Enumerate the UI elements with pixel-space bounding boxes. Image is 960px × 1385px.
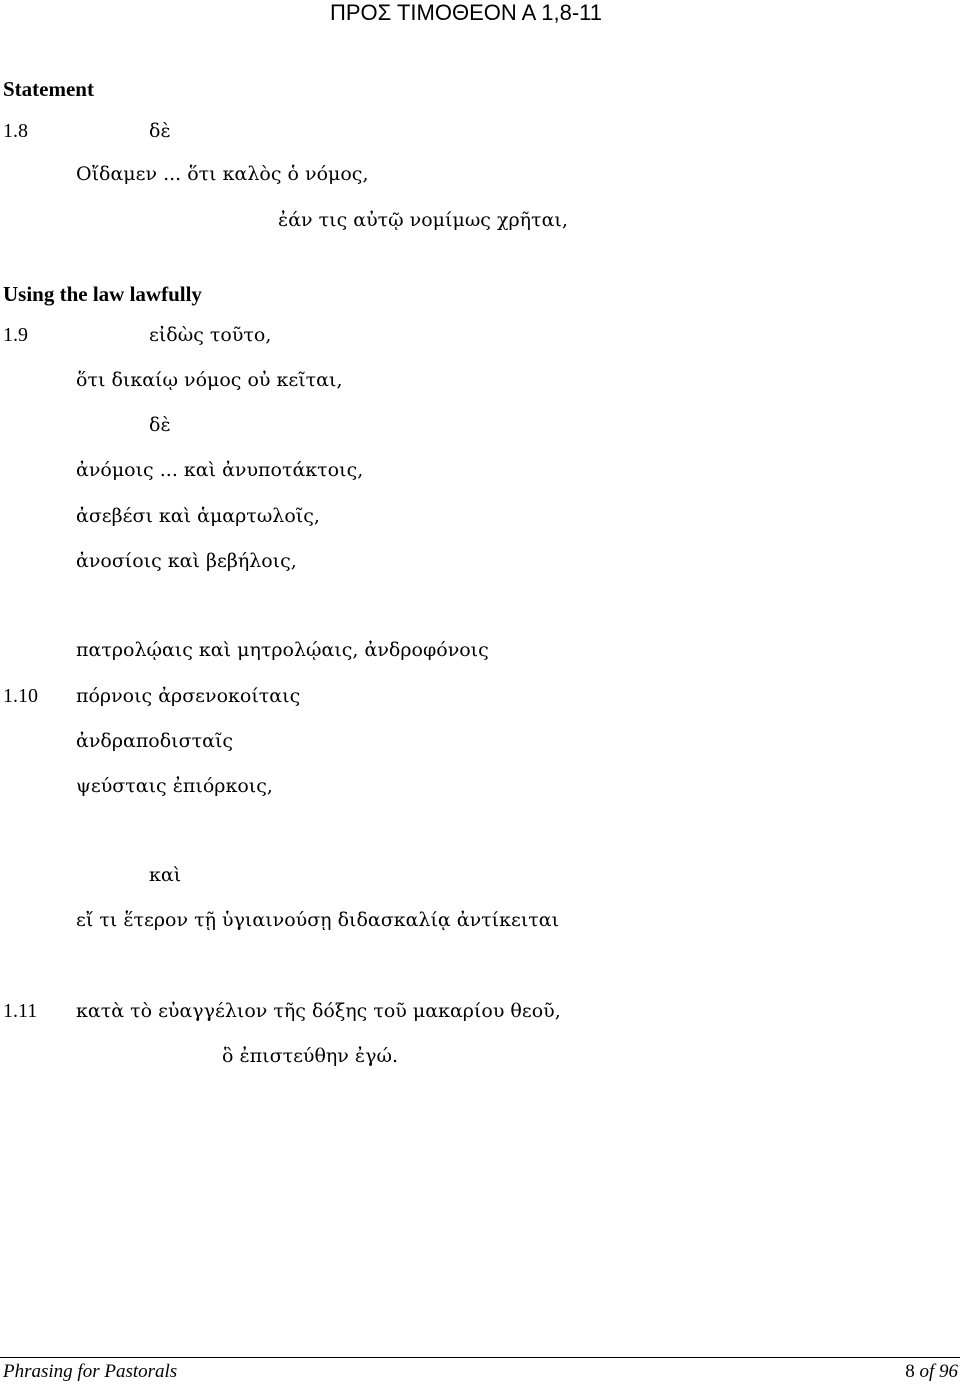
verse-ref-1-10: 1.10	[3, 685, 38, 707]
verse-ref-1-9: 1.9	[3, 324, 28, 346]
greek-line-ei-ti: εἴ τι ἕτερον τῇ ὑγιαινούσῃ διδασκαλίᾳ ἀντίκειται	[76, 909, 560, 931]
greek-line-oidamen: Οἴδαμεν ... ὅτι καλὸς ὁ νόμος,	[76, 163, 369, 185]
greek-line-pornois: πόρνοις ἀρσενοκοίταις	[76, 685, 301, 707]
greek-line-ean-tis: ἐάν τις αὐτῷ νομίμως χρῆται,	[278, 209, 568, 231]
verse-ref-1-11: 1.11	[3, 1000, 38, 1022]
greek-line-hoti-dikaio: ὅτι δικαίῳ νόμος οὐ κεῖται,	[76, 369, 343, 391]
greek-line-andrapodistais: ἀνδραποδισταῖς	[76, 730, 234, 752]
footer-divider	[0, 1357, 960, 1358]
greek-line-patroloais: πατρολῴαις καὶ μητρολῴαις, ἀνδροφόνοις	[76, 639, 489, 661]
greek-line-de-2: δὲ	[149, 414, 171, 436]
footer-page-total: 96	[939, 1361, 958, 1382]
greek-line-anomois: ἀνόμοις ... καὶ ἀνυποτάκτοις,	[76, 459, 364, 481]
greek-line-kata-to: κατὰ τὸ εὐαγγέλιον τῆς δόξης τοῦ μακαρίου θεοῦ,	[76, 1000, 561, 1022]
greek-line-eidos: εἰδὼς τοῦτο,	[149, 324, 272, 346]
greek-line-ho-episteuthen: ὃ ἐπιστεύθην ἐγώ.	[222, 1045, 398, 1067]
page-title: ΠΡΟΣ ΤΙΜΟΘΕΟΝ Α 1,8-11	[330, 0, 602, 25]
verse-ref-1-8: 1.8	[3, 120, 28, 142]
greek-line-kai: καὶ	[149, 864, 182, 886]
greek-line-anosiois: ἀνοσίοις καὶ βεβήλοις,	[76, 550, 297, 572]
greek-line-de-1: δὲ	[149, 120, 171, 142]
section-heading-statement: Statement	[3, 77, 94, 101]
footer-page-number	[905, 1360, 958, 1384]
greek-line-asebesi: ἀσεβέσι καὶ ἁμαρτωλοῖς,	[76, 505, 320, 527]
greek-line-pseustais: ψεύσταις ἐπιόρκοις,	[76, 775, 273, 797]
footer-page-current: 8	[905, 1361, 915, 1382]
section-heading-using-law: Using the law lawfully	[3, 282, 202, 306]
footer-document-title: Phrasing for Pastorals	[3, 1361, 178, 1382]
footer-page-of: of	[919, 1361, 935, 1382]
